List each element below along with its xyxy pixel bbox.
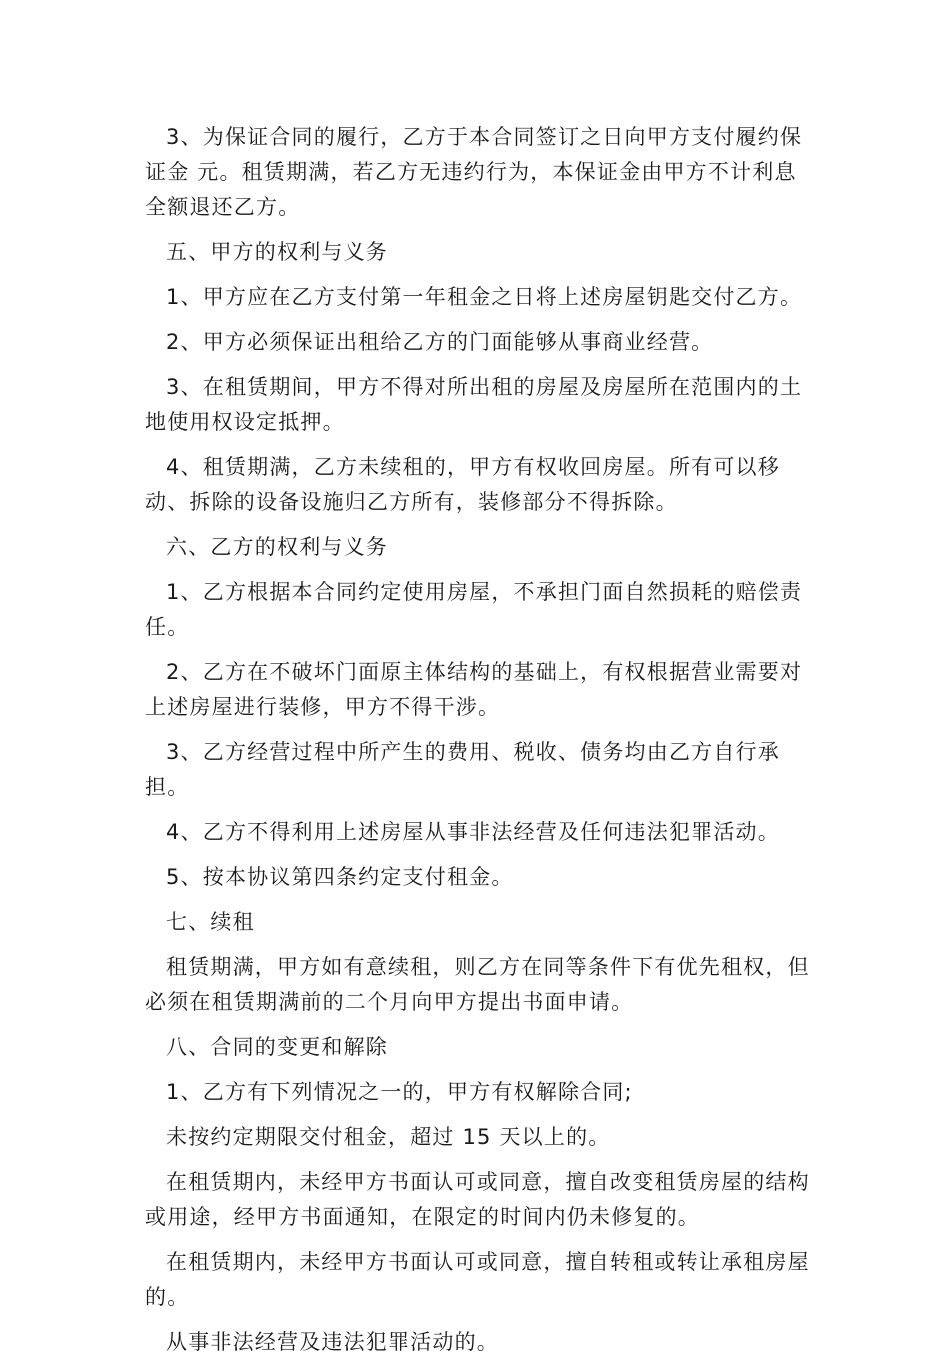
clause-lease-expiry: 4、租赁期满，乙方未续租的，甲方有权收回房屋。所有可以移动、拆除的设备设施归乙方所有，装修部分不得拆除。	[145, 455, 780, 514]
section-heading-party-a: 五、甲方的权利与义务	[166, 240, 388, 264]
condition-late-rent: 未按约定期限交付租金，超过 15 天以上的。	[166, 1125, 611, 1149]
clause-renewal: 租赁期满，甲方如有意续租，则乙方在同等条件下有优先租权，但必须在租赁期满前的二个月向甲方提出书面申请。	[145, 955, 810, 1014]
clause-deposit: 3、为保证合同的履行，乙方于本合同签订之日向甲方支付履约保证金 元。租赁期满，若乙方无违约行为，本保证金由甲方不计利息全额退还乙方。	[145, 125, 803, 219]
clause-renovation: 2、乙方在不破坏门面原主体结构的基础上，有权根据营业需要对上述房屋进行装修，甲方不得干涉。	[145, 660, 803, 719]
section-heading-termination: 八、合同的变更和解除	[166, 1035, 388, 1059]
clause-commercial-use: 2、甲方必须保证出租给乙方的门面能够从事商业经营。	[166, 330, 714, 354]
document-page	[145, 120, 810, 1370]
clause-costs: 3、乙方经营过程中所产生的费用、税收、债务均由乙方自行承担。	[145, 740, 780, 799]
section-heading-renewal: 七、续租	[166, 910, 255, 934]
clause-termination-conditions: 1、乙方有下列情况之一的，甲方有权解除合同;	[166, 1080, 633, 1104]
section-heading-party-b: 六、乙方的权利与义务	[166, 535, 388, 559]
clause-pay-rent: 5、按本协议第四条约定支付租金。	[166, 865, 514, 889]
clause-no-mortgage: 3、在租赁期间，甲方不得对所出租的房屋及房屋所在范围内的土地使用权设定抵押。	[145, 375, 803, 434]
clause-natural-wear: 1、乙方根据本合同约定使用房屋，不承担门面自然损耗的赔偿责任。	[145, 580, 803, 639]
condition-illegal: 从事非法经营及违法犯罪活动的。	[166, 1330, 499, 1354]
condition-structure-change: 在租赁期内，未经甲方书面认可或同意，擅自改变租赁房屋的结构或用途，经甲方书面通知，在限定的时间内仍未修复的。	[145, 1170, 810, 1229]
clause-illegal-activity: 4、乙方不得利用上述房屋从事非法经营及任何违法犯罪活动。	[166, 820, 780, 844]
clause-keys: 1、甲方应在乙方支付第一年租金之日将上述房屋钥匙交付乙方。	[166, 285, 803, 309]
condition-sublet: 在租赁期内，未经甲方书面认可或同意，擅自转租或转让承租房屋的。	[145, 1250, 810, 1309]
